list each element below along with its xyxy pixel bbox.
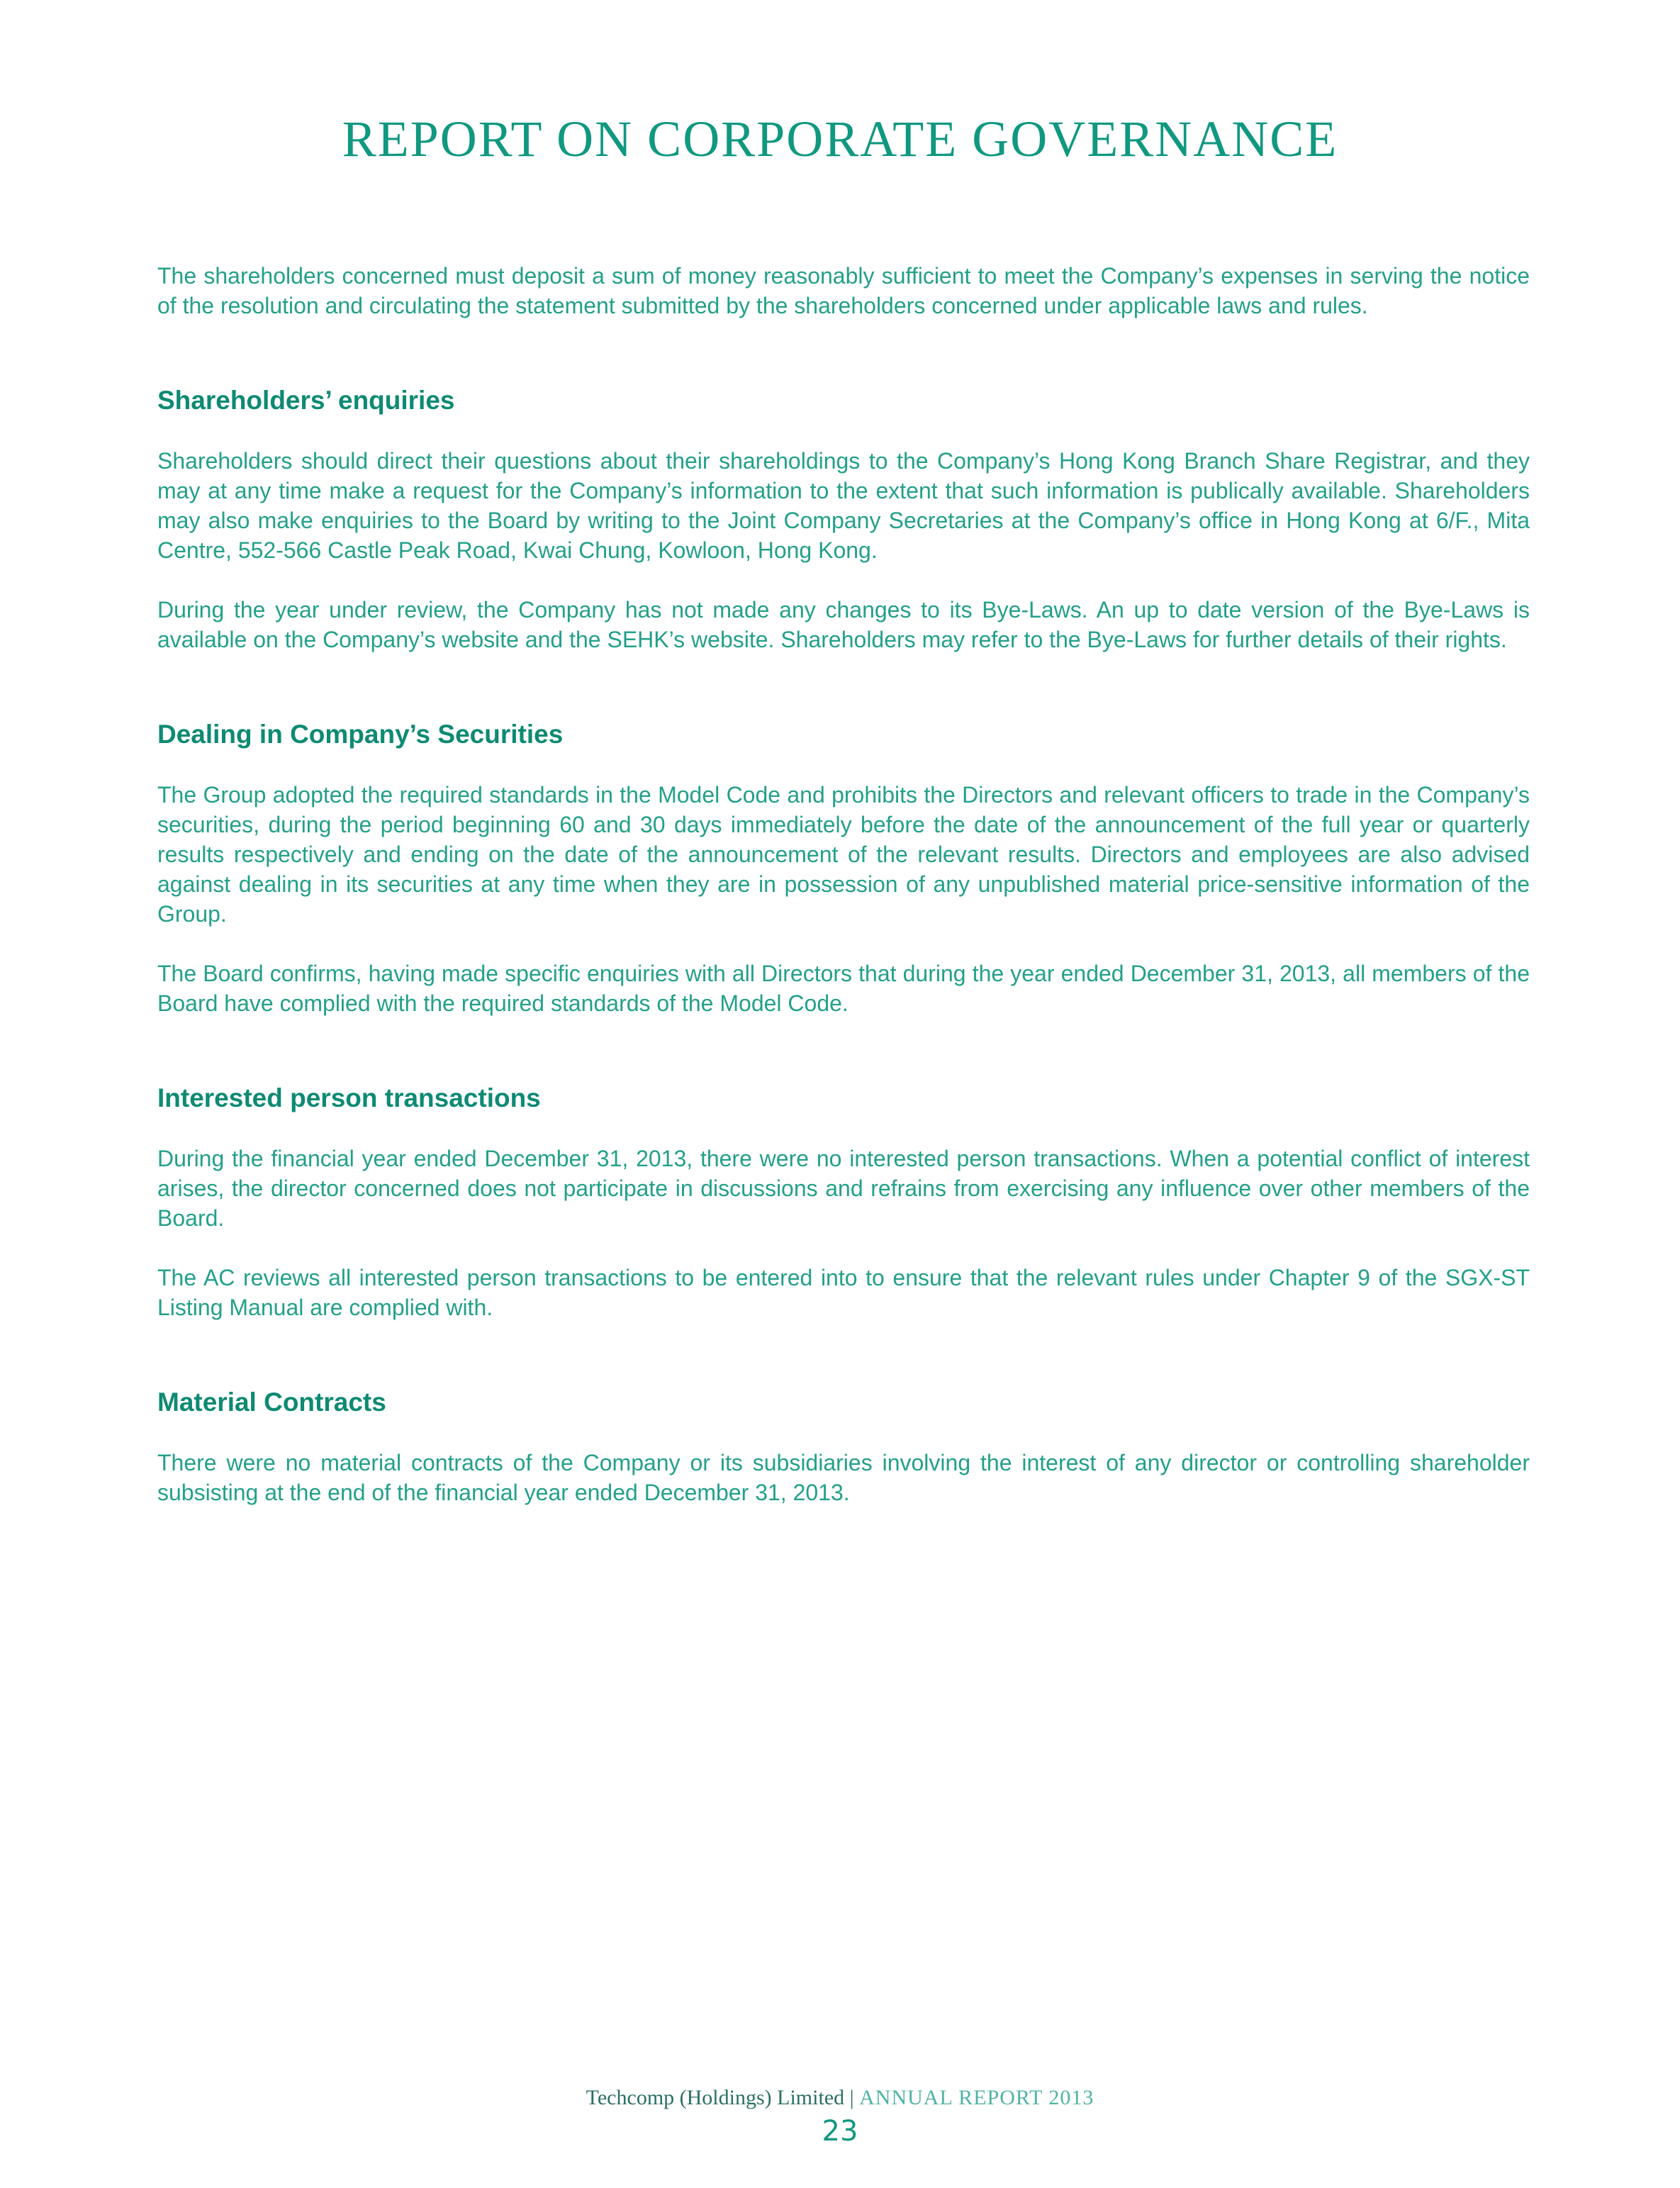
footer-separator: | — [849, 2086, 854, 2109]
section-paragraph: Shareholders should direct their questions about their shareholdings to the Company’s Hong Kong Branch Share Registrar, and they may at any time make a request for the Company’s information to the extent that such information is publically available. Shareholders may also make enquiries to the Board by writing to the Joint Company Secretaries at the Company’s office in Hong Kong at 6/F., Mita Centre, 552-566 Castle Peak Road, Kwai Chung, Kowloon, Hong Kong. — [157, 448, 1530, 563]
intro-paragraph: The shareholders concerned must deposit a sum of money reasonably sufficient to meet the Company’s expenses in serving the notice of the resolution and circulating the statement submitted by the shareholders concerned under applicable laws and rules. — [157, 263, 1530, 318]
footer-report-title: ANNUAL REPORT 2013 — [859, 2086, 1094, 2109]
page-footer — [0, 2084, 1680, 2148]
section-heading: Shareholders’ enquiries — [157, 386, 455, 415]
document-body — [157, 261, 1530, 1507]
footer-line — [0, 2084, 1680, 2111]
section-interested-person-transactions — [157, 1081, 1530, 1322]
section-paragraph: The Group adopted the required standards in the Model Code and prohibits the Directors and relevant officers to trade in the Company’s securities, during the period beginning 60 and 30 days immediately before the date of the announcement of the full year or quarterly results respectively and ending on the date of the announcement of the relevant results. Directors and employees are also advised against dealing in its securities at any time when they are in possession of any unpublished material price-sensitive information of the Group. — [157, 782, 1530, 927]
section-paragraph: During the financial year ended December 31, 2013, there were no interested person transactions. When a potential conflict of interest arises, the director concerned does not participate in discussions and refrains from exercising any influence over other members of the Board. — [157, 1146, 1530, 1231]
section-paragraph: There were no material contracts of the Company or its subsidiaries involving the interest of any director or controlling shareholder subsisting at the end of the financial year ended December 31, 2013. — [157, 1450, 1530, 1505]
section-material-contracts — [157, 1385, 1530, 1507]
section-paragraph: The AC reviews all interested person transactions to be entered into to ensure that the relevant rules under Chapter 9 of the SGX-ST Listing Manual are complied with. — [157, 1265, 1530, 1320]
page-title: REPORT ON CORPORATE GOVERNANCE — [342, 111, 1338, 167]
footer-company-name: Techcomp (Holdings) Limited — [586, 2086, 845, 2109]
section-dealing-securities — [157, 718, 1530, 1018]
section-paragraph: The Board confirms, having made specific enquiries with all Directors that during the year ended December 31, 2013, all members of the Board have complied with the required standards of the Model Code. — [157, 961, 1530, 1016]
section-shareholders-enquiries — [157, 384, 1530, 654]
section-paragraph: During the year under review, the Company has not made any changes to its Bye-Laws. An up to date version of the Bye-Laws is available on the Company’s website and the SEHK’s website. Shareholders may refer to the Bye-Laws for further details of their rights. — [157, 597, 1530, 652]
section-heading: Interested person transactions — [157, 1083, 541, 1112]
section-heading: Dealing in Company’s Securities — [157, 720, 564, 749]
page-number: 23 — [822, 2115, 858, 2148]
section-heading: Material Contracts — [157, 1388, 386, 1417]
